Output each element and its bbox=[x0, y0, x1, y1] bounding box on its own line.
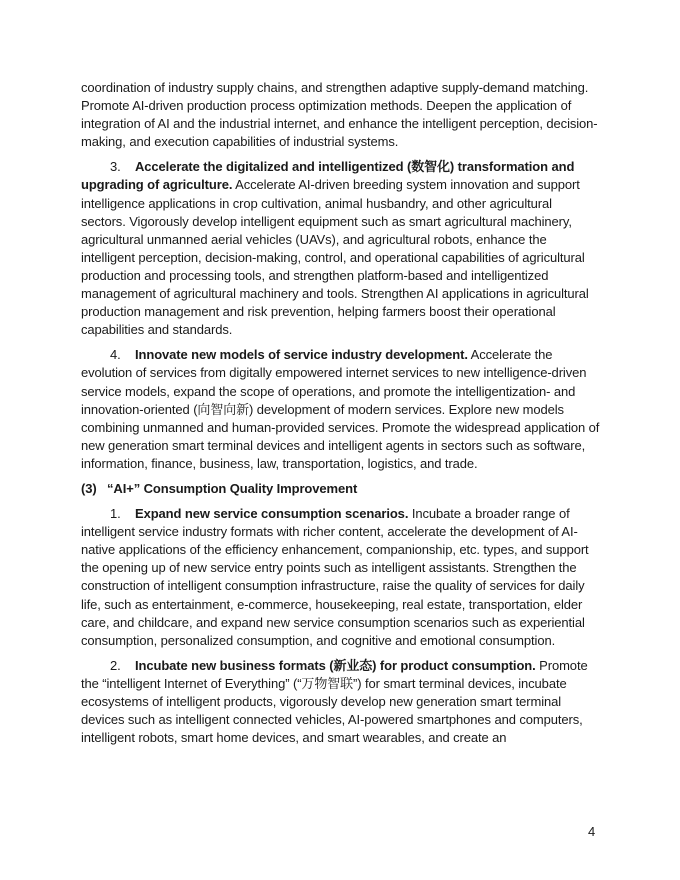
item-number: 2. bbox=[110, 657, 121, 673]
body-text bbox=[81, 79, 600, 754]
item-text: Accelerate AI-driven breeding system innovation and support intelligence applications in crop cultivation, animal husbandry, and other agricultural sectors. Vigorously develop intelligent equipment such as smart agricultural machinery, agricultural unmanned aerial vehicles (UAVs), and agricultural robots, enhance the intelligent perception, decision-making, control, and operational capabilities of agricultural production and processing tools, and strengthen platform-based and intelligentized management of agricultural machinery and tools. Strengthen AI applications in agricultural production management and risk prevention, helping farmers boost their operational capabilities and standards. bbox=[81, 177, 589, 338]
item-text: Accelerate the evolution of services from digitally empowered internet services to new intelligence-driven service models, expand the scope of operations, and promote the intelligentization- and innovation-oriented (向智向新) development of modern services. Explore new models combining unmanned and human-provided services. Promote the widespread application of new generation smart terminal devices and intelligent agents in sectors such as software, information, finance, business, law, transportation, logistics, and trade. bbox=[81, 347, 600, 471]
section-heading bbox=[81, 480, 600, 498]
item-number: 3. bbox=[110, 159, 121, 175]
item-heading: Expand new service consumption scenarios. bbox=[135, 506, 409, 522]
item-heading: Innovate new models of service industry development. bbox=[135, 347, 468, 363]
page-number: 4 bbox=[588, 824, 596, 839]
item-text: Promote the “intelligent Internet of Everything” (“万物智联”) for smart terminal devices, incubate ecosystems of intelligent products, vigorously develop new generation smart terminal devices such as intelligent connected vehicles, AI-powered smartphones and computers, intelligent robots, smart home devices, and smart wearables, and create an bbox=[81, 657, 588, 746]
section-number: (3) bbox=[81, 480, 97, 496]
item-heading: Incubate new business formats (新业态) for product consumption. bbox=[135, 657, 536, 673]
paragraph-continuation: coordination of industry supply chains, and strengthen adaptive supply-demand matching. Promote AI-driven production process optimization methods. Deepen the application of integration of AI and the industrial internet, and enhance the intelligent perception, decision-making, and execution capabilities of industrial systems. bbox=[81, 80, 598, 150]
item-heading: Accelerate the digitalized and intelligentized (数智化) transformation and upgrading of agriculture. bbox=[81, 159, 575, 193]
item-number: 4. bbox=[110, 347, 121, 363]
item-number: 1. bbox=[110, 506, 121, 522]
item-text: Incubate a broader range of intelligent service industry formats with richer content, accelerate the development of AI-native applications of the efficiency enhancement, companionship, etc. types, and support the opening up of new service entry points such as intelligent assistants. Strengthen the construction of intelligent consumption infrastructure, raise the quality of services for daily life, such as entertainment, e-commerce, housekeeping, real estate, transportation, elder care, and childcare, and expand new service consumption scenarios such as experiential consumption, personalized consumption, and cognitive and emotional consumption. bbox=[81, 506, 589, 648]
paragraph-product-consumption bbox=[81, 657, 600, 747]
paragraph-agriculture bbox=[81, 158, 600, 339]
paragraph-service-industry bbox=[81, 346, 600, 473]
paragraph-service-consumption bbox=[81, 505, 600, 650]
section-title: “AI+” Consumption Quality Improvement bbox=[107, 480, 358, 496]
